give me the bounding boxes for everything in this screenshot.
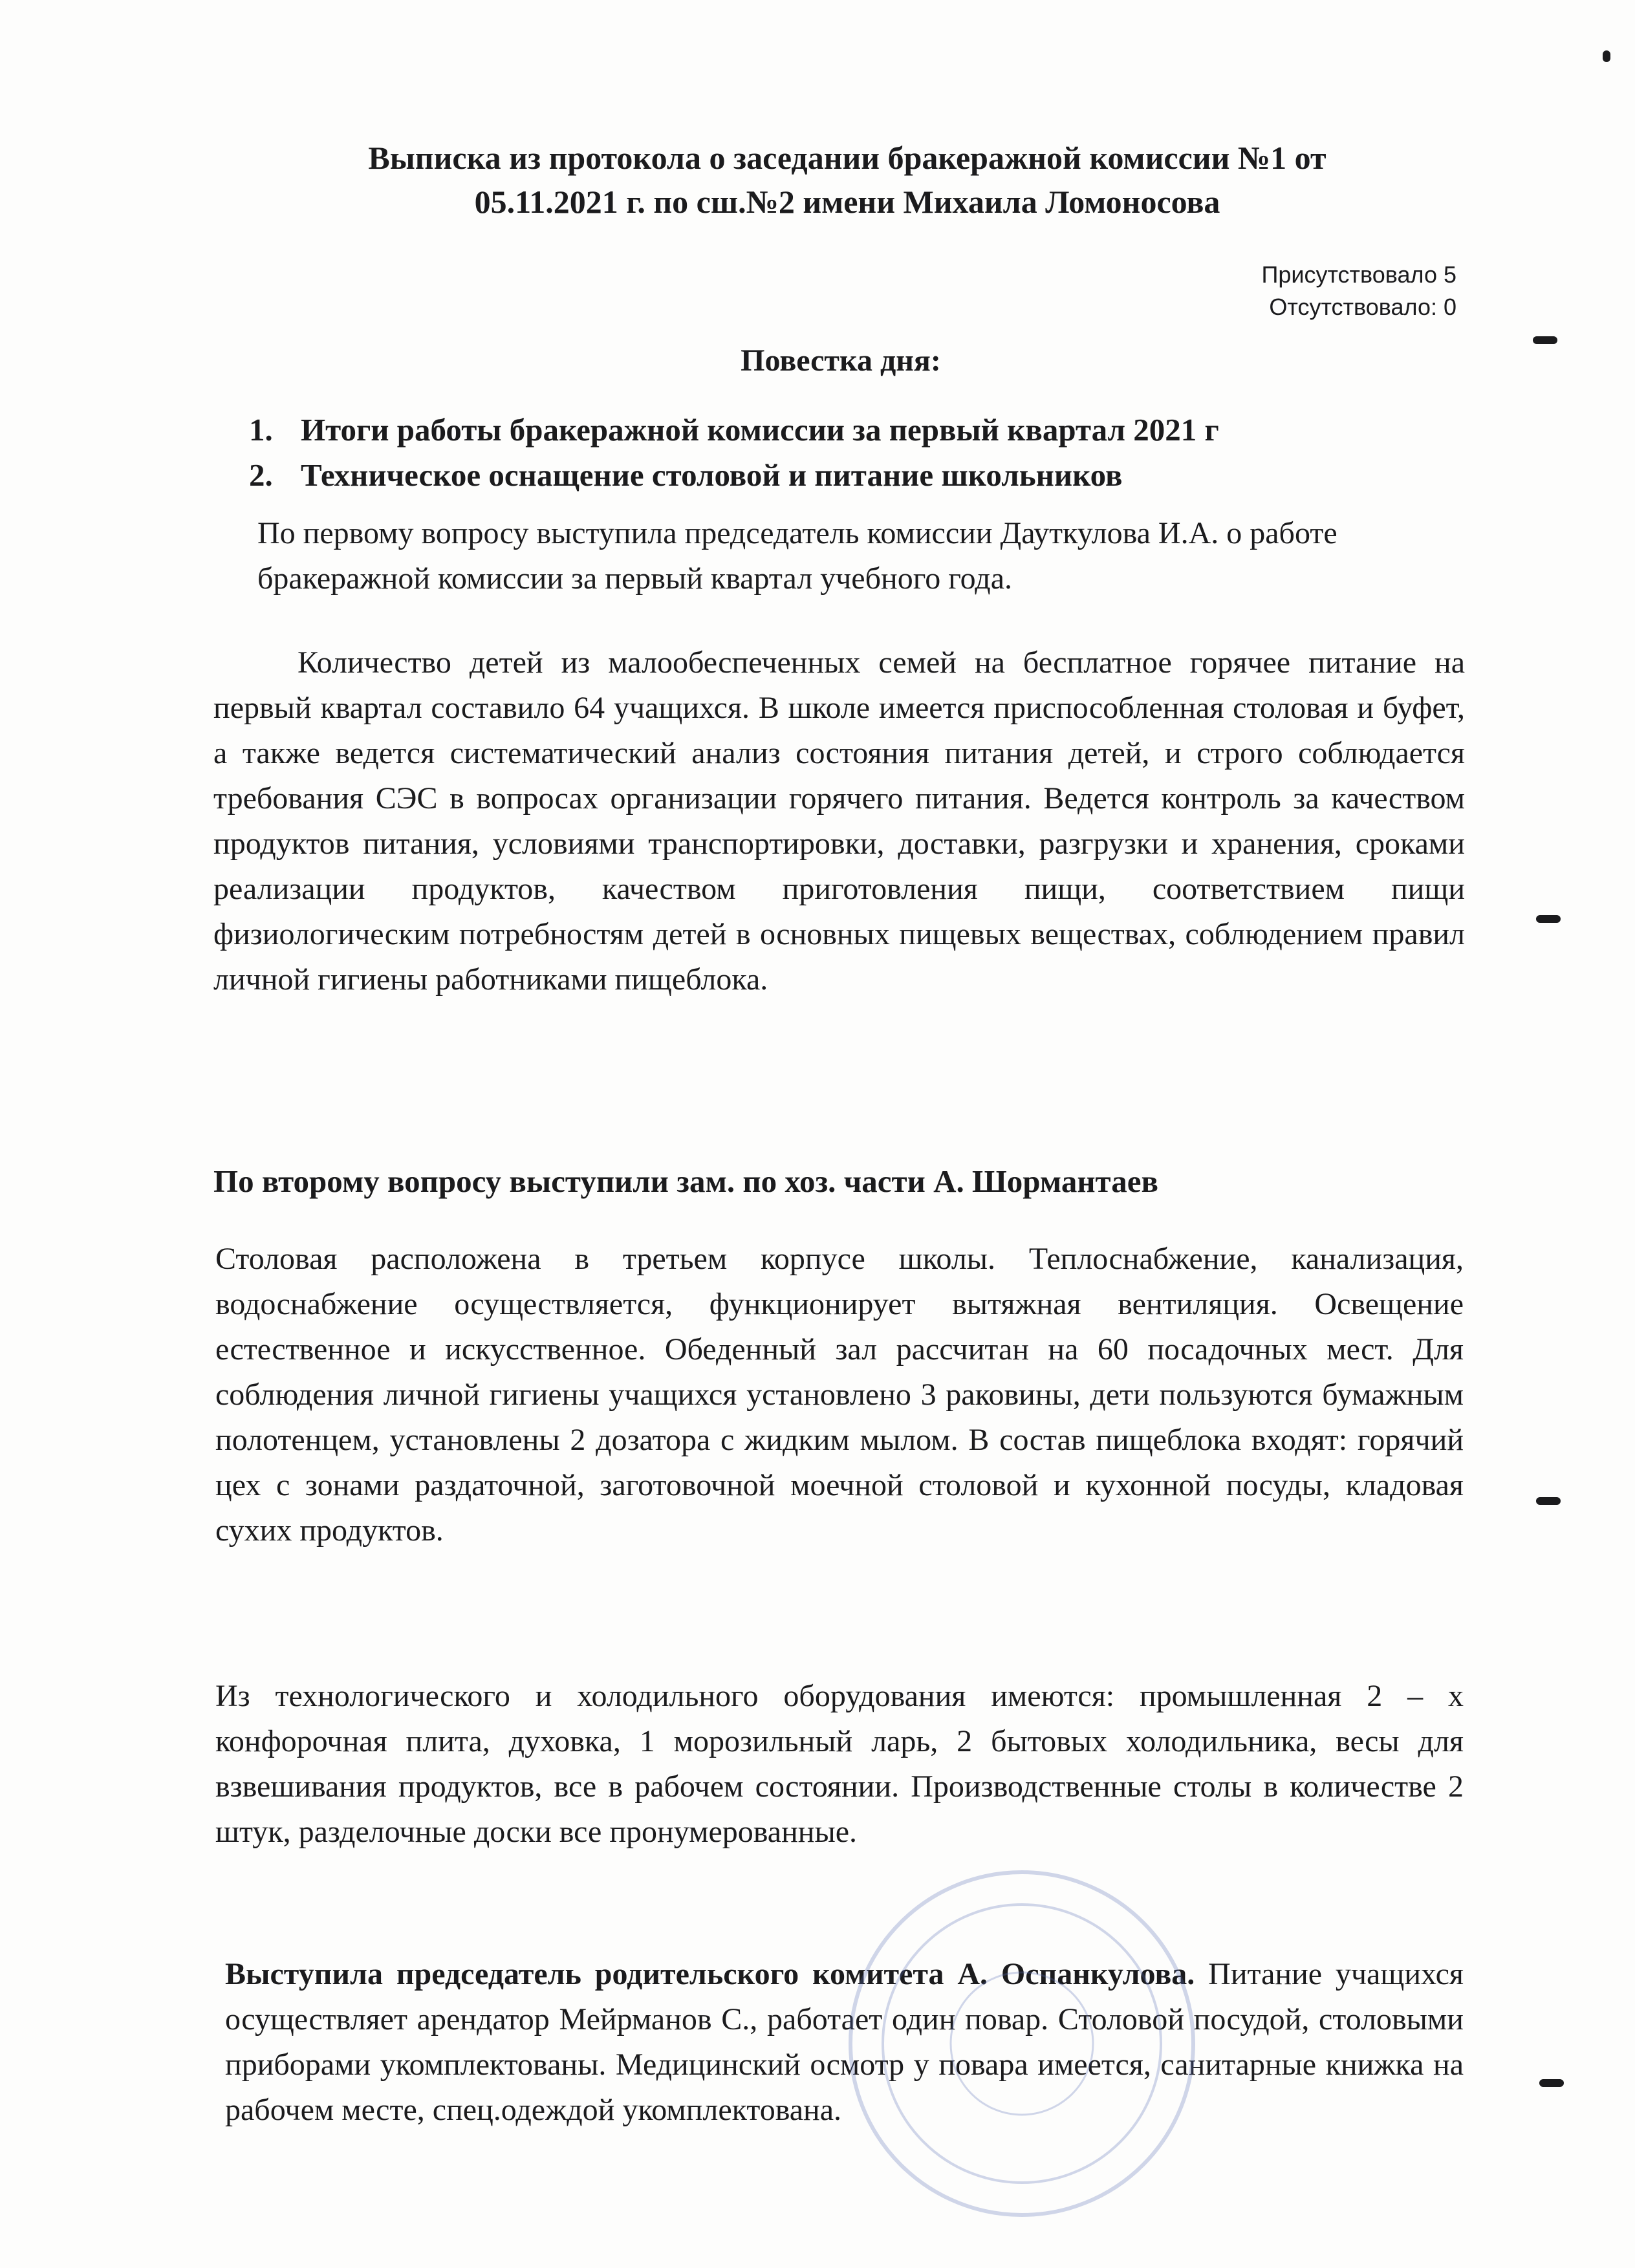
agenda-item-number: 1. [249, 412, 273, 448]
scan-mark-icon [1539, 2079, 1564, 2087]
round-stamp-icon [841, 1863, 1203, 2225]
agenda-list [249, 407, 1478, 498]
attendance-block [1216, 259, 1456, 323]
scan-speck-icon [1603, 50, 1610, 62]
agenda-item [249, 407, 1478, 453]
section2-heading: По второму вопросу выступили зам. по хоз. части А. Шормантаев [213, 1163, 1158, 1199]
agenda-item [249, 453, 1478, 498]
section1-body: Количество детей из малообеспеченных семей на бесплатное горячее питание на первый квартал составило 64 учащихся. В школе имеется приспособленная столовая и буфет, а также ведется систематический анализ состояния питания детей, и строго соблюдается требования СЭС в вопросах организации горячего питания. Ведется контроль за качеством продуктов питания, условиями транспортировки, доставки, разгрузки и хранения, сроками реализации продуктов, качеством приготовления пищи, соответствием пищи физиологическим потребностям детей в основных пищевых веществах, соблюдением правил личной гигиены работниками пищеблока. [213, 645, 1465, 997]
speaker-text: Питание учащихся осуществляет арендатор Мейрманов С., работает один повар. Столовой посудой, столовыми приборами укомплектованы. Медицинский осмотр у повара имеется, санитарные книжка на рабочем месте, спец.одеждой укомплектована. [225, 1957, 1464, 2127]
agenda-item-text: Техническое оснащение столовой и питание школьников [301, 457, 1123, 493]
title-line-1: Выписка из протокола о заседании бракеражной комиссии №1 от [368, 140, 1326, 176]
section2-paragraph-1: Столовая расположена в третьем корпусе школы. Теплоснабжение, канализация, водоснабжение осуществляется, функционирует вытяжная вентиляция. Освещение естественное и искусственное. Обеденный зал рассчитан на 60 посадочных мест. Для соблюдения личной гигиены учащихся установлено 3 раковины, дети пользуются бумажным полотенцем, установлены 2 дозатора с жидким мылом. В состав пищеблока входят: горячий цех с зонами раздаточной, заготовочной моечной столовой и кухонной посуды, кладовая сухих продуктов. [215, 1242, 1464, 1548]
agenda-title: Повестка дня: [741, 343, 941, 378]
agenda-item-text: Итоги работы бракеражной комиссии за первый квартал 2021 г [301, 412, 1219, 448]
scan-mark-icon [1536, 1497, 1561, 1505]
absent-count: Отсутствовало: 0 [1269, 294, 1456, 320]
section2-paragraph-2: Из технологического и холодильного оборудования имеются: промышленная 2 – х конфорочная плита, духовка, 1 морозильный ларь, 2 бытовых холодильника, весы для взвешивания продуктов, все в рабочем состоянии. Производственные столы в количестве 2 штук, разделочные доски все пронумерованные. [215, 1679, 1464, 1849]
scan-mark-icon [1536, 915, 1561, 923]
scan-mark-icon [1533, 336, 1557, 344]
title-line-2: 05.11.2021 г. по сш.№2 имени Михаила Ломоносова [474, 184, 1220, 220]
agenda-item-number: 2. [249, 457, 273, 493]
section1-intro: По первому вопросу выступила председатель комиссии Дауткулова И.А. о работе бракеражной комиссии за первый квартал учебного года. [257, 516, 1337, 596]
speaker-lead: Выступила председатель родительского комитета А. Оспанкулова. [225, 1957, 1195, 1991]
present-count: Присутствовало 5 [1261, 261, 1456, 288]
document-title [233, 136, 1462, 224]
